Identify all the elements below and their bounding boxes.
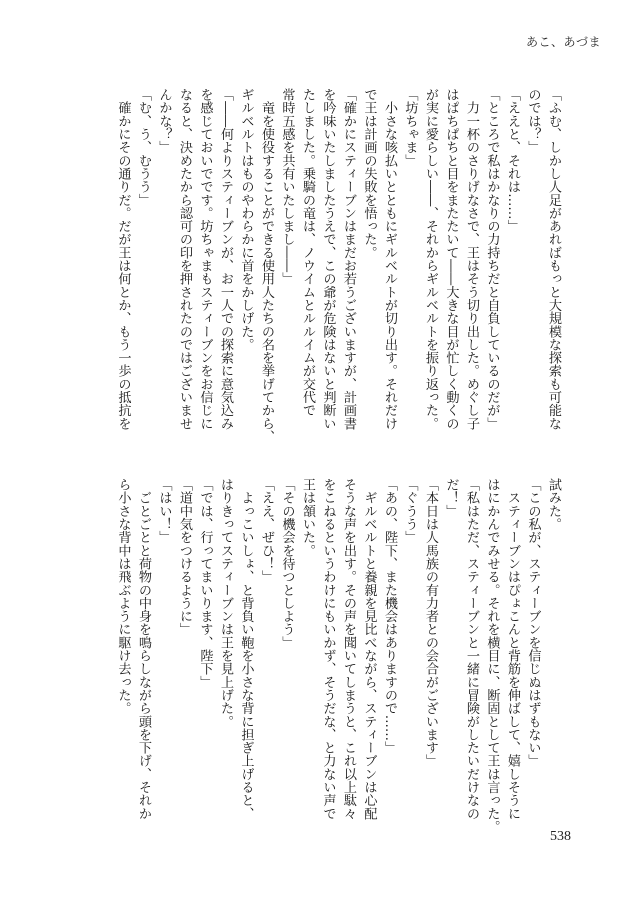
text-line: なると、決めたから認可の印を押されたのではございませ [177, 88, 192, 430]
text-line: 竜を使役することができる使用人たちの名を挙げてから、 [259, 88, 274, 444]
text-line: んかな？」 [156, 88, 172, 154]
text-line: 「ええ、ぜひ！」 [259, 478, 274, 584]
text-line: 王は頷いた。 [300, 478, 315, 557]
text-line: 「ええと、それは……」 [505, 88, 520, 233]
text-line: だ！」 [443, 478, 459, 518]
text-line: 「ところで私はかなりの力持ちだと自負しているのだが」 [484, 88, 500, 430]
text-line: 常時五感を共有いたしまし――」 [279, 88, 295, 286]
text-line: 確かにその通りだ。だが王は何とか、もう一歩の抵抗を [115, 88, 131, 430]
text-line: を吟味いたしましたうえで、この爺が危険はないと判断い [320, 88, 336, 430]
text-line: をこねるというわけにもいかず、そうだな、と力ない声で [320, 478, 336, 820]
text-line: はぱちぱちと目をまたたいて――大きな目が忙しく動くの [443, 88, 459, 430]
text-line: を感じておいでです。坊ちゃまもスティーブンをお信じに [197, 88, 213, 430]
text-line: 「ぐうう」 [402, 478, 418, 544]
running-head: あこ、あづま [525, 35, 601, 49]
text-line: 「坊ちゃま」 [402, 88, 418, 167]
page-number: 538 [550, 829, 571, 844]
upper-text-block [112, 88, 563, 444]
text-line: 「本日は人馬族の有力者との会合がございます」 [423, 478, 438, 768]
text-line: 「道中気をつけるように」 [177, 478, 192, 636]
text-line: たしました。乗騎の竜は、ノウイムとルルイムが交代で [300, 88, 315, 417]
text-line: 「では、行ってまいります、陛下」 [197, 478, 213, 689]
text-line: 小さな咳払いとともにギルベルトが切り出す。それだけ [382, 88, 397, 430]
text-line: 力一杯のさりげなさで、王はそう切り出した。めぐし子 [464, 88, 479, 430]
text-line: 「はい！」 [156, 478, 172, 544]
lower-text-block [112, 478, 563, 834]
text-line: はにかんでみせる。それを横目に、断固として王は言った。 [484, 478, 500, 834]
text-line: 「あの、陛下、また機会はありますので……」 [382, 478, 397, 755]
text-line: 「確かにスティーブンはまだお若うございますが、計画書 [341, 88, 356, 430]
text-line: で王は計画の失敗を悟った。 [361, 88, 377, 259]
text-line: ごとごとと荷物の中身を鳴らしながら頭を下げ、それか [136, 478, 151, 820]
text-line: のでは？」 [525, 88, 541, 154]
text-line: ギルベルトと養親を見比べながら、スティーブンは心配 [361, 478, 377, 820]
text-line: 「――何よりスティーブンが、お一人での探索に意気込み [218, 88, 233, 430]
text-line: ギルベルトはものやわらかに首をかしげた。 [238, 88, 254, 351]
text-line: はりきってスティーブンは王を見上げた。 [218, 478, 233, 728]
text-line: よっこいしょ、と背負い鞄を小さな背に担ぎ上げると、 [238, 478, 254, 820]
text-line: スティーブンはぴょこんと背筋を伸ばして、嬉しそうに [505, 478, 520, 820]
text-line: 試みた。 [546, 478, 561, 531]
text-line: 「む、う、むうう」 [136, 88, 151, 207]
text-line: 「私はただ、スティーブンと一緒に冒険がしたいだけなの [464, 478, 479, 820]
text-line: 「この私が、スティーブンを信じぬはずもない」 [525, 478, 541, 768]
text-line: が実に愛らしい――、それからギルベルトを振り返った。 [423, 88, 438, 430]
text-line: 「ふむ、しかし人足があればもっと大規模な探索も可能な [546, 88, 561, 430]
text-line: ら小さな背中は飛ぶように駆け去った。 [115, 478, 131, 715]
text-line: そうな声を出す。その声を聞いてしまうと、これ以上駄々 [341, 478, 356, 820]
text-line: 「その機会を待つとしよう」 [279, 478, 295, 649]
